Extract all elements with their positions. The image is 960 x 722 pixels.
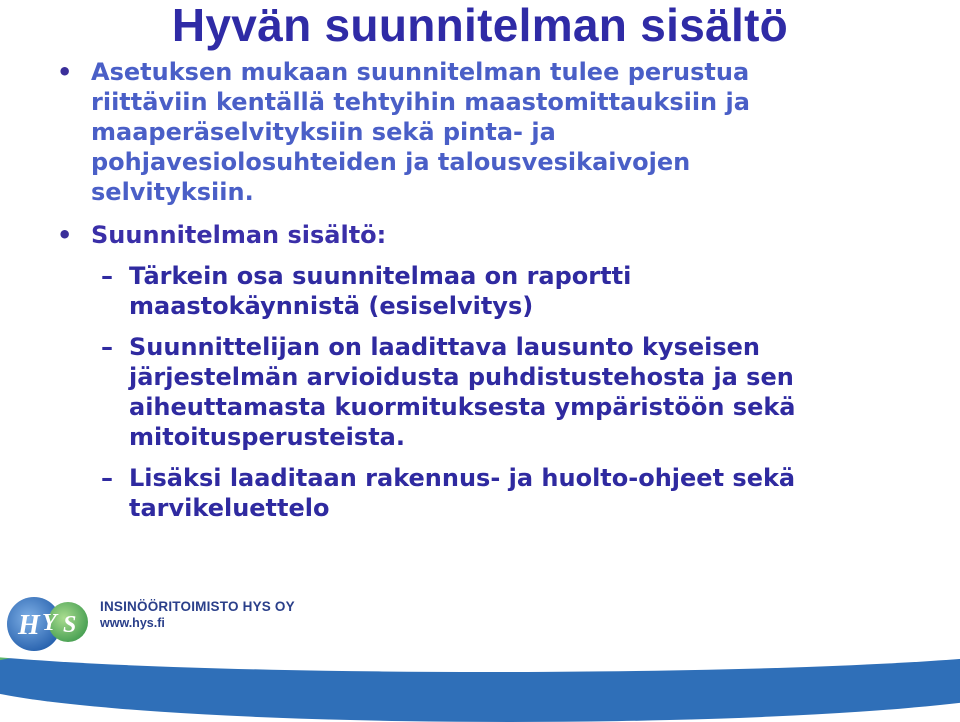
- bullet-regulation: [0, 57, 960, 207]
- bullet-marker: •: [57, 58, 73, 86]
- subitem-instructions: [0, 463, 960, 523]
- subitem-line: järjestelmän arvioidusta puhdistustehosta ja sen: [129, 363, 794, 391]
- subitem-line: tarvikeluettelo: [129, 494, 330, 522]
- subitem-line: mitoitusperusteista.: [129, 423, 405, 451]
- dash-marker: –: [101, 333, 113, 361]
- bullet-line: Suunnitelman sisältö:: [91, 221, 387, 249]
- bullet-line: riittäviin kentällä tehtyihin maastomittauksiin ja: [91, 88, 750, 116]
- subitem-line: Suunnittelijan on laadittava lausunto kyseisen: [129, 333, 761, 361]
- subitem-report: [0, 261, 960, 321]
- slide-title: Hyvän suunnitelman sisältö: [171, 0, 789, 51]
- logo-letter-y: Y: [42, 610, 57, 636]
- bullet-plan-contents: [0, 220, 960, 250]
- bullet-marker: •: [57, 221, 73, 249]
- bullet-line: Asetuksen mukaan suunnitelman tulee perustua: [91, 58, 750, 86]
- subitem-line: Tärkein osa suunnitelmaa on raportti: [129, 262, 632, 290]
- footer-bar: [0, 572, 960, 672]
- dash-marker: –: [101, 464, 113, 492]
- subitem-line: aiheuttamasta kuormituksesta ympäristöön sekä: [129, 393, 796, 421]
- company-name: INSINÖÖRITOIMISTO HYS OY: [100, 599, 295, 614]
- bullet-line: maaperäselvityksiin sekä pinta- ja: [91, 118, 556, 146]
- bullet-line: selvityksiin.: [91, 178, 254, 206]
- hys-logo-icon: [6, 586, 90, 658]
- subitem-statement: [0, 332, 960, 452]
- bullet-line: pohjavesiolosuhteiden ja talousvesikaivojen: [91, 148, 691, 176]
- subitem-line: maastokäynnistä (esiselvitys): [129, 292, 534, 320]
- company-website[interactable]: www.hys.fi: [100, 616, 165, 630]
- dash-marker: –: [101, 262, 113, 290]
- logo-letter-h: H: [18, 610, 40, 641]
- subitem-line: Lisäksi laaditaan rakennus- ja huolto-ohjeet sekä: [129, 464, 796, 492]
- slide-content: [0, 57, 960, 534]
- logo-letter-s: S: [63, 612, 77, 638]
